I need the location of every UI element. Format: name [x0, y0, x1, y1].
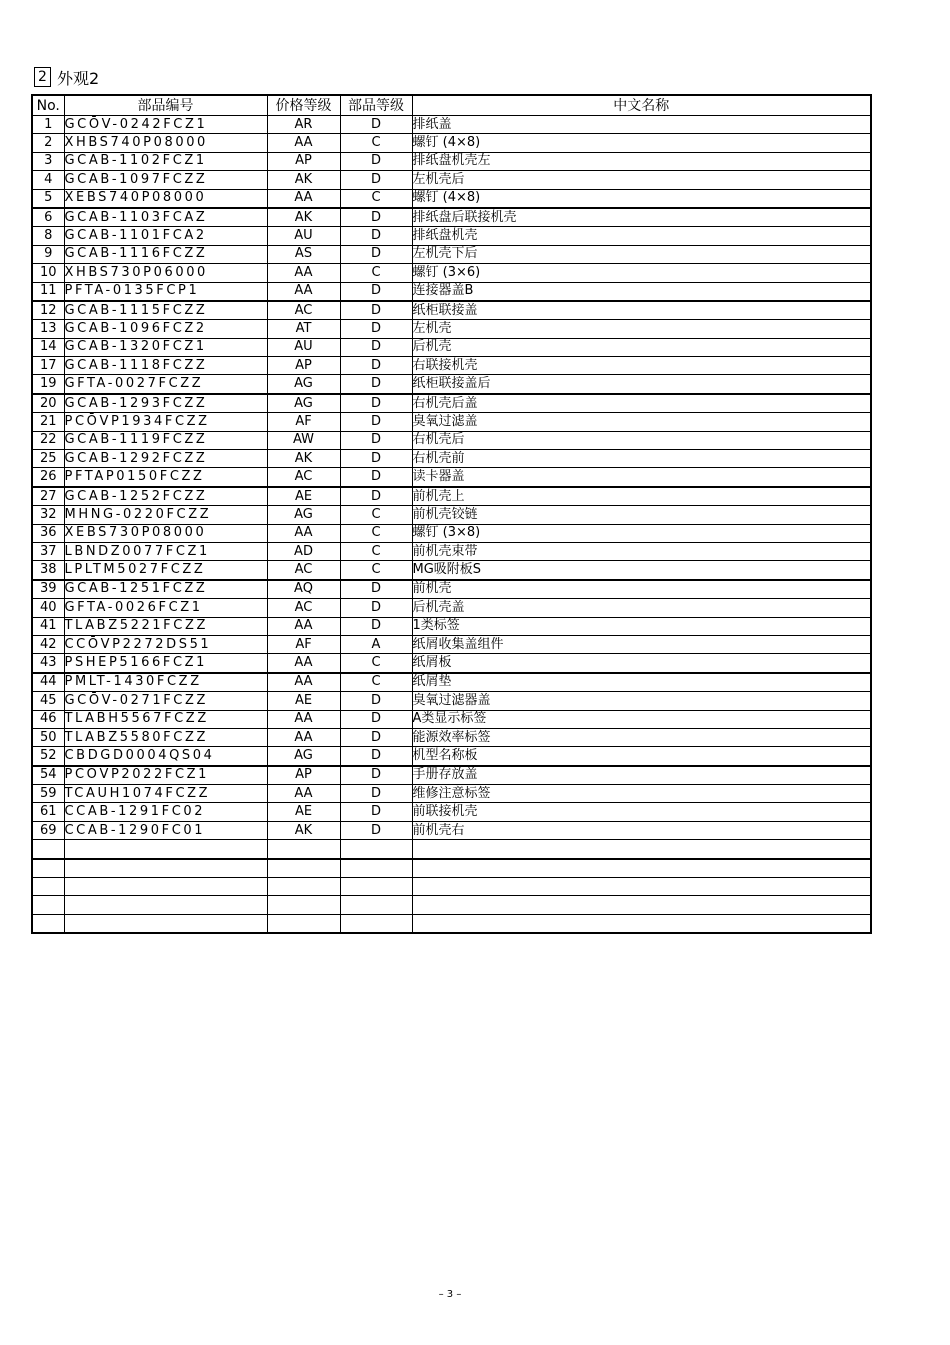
- part-grade: C: [340, 561, 412, 580]
- part-code: [64, 914, 267, 933]
- section-title-text: 外观2: [57, 68, 100, 88]
- part-no: 61: [32, 803, 64, 821]
- table-row: [32, 171, 871, 189]
- part-code: [64, 840, 267, 859]
- table-row: [32, 859, 871, 878]
- part-no: 37: [32, 542, 64, 560]
- part-grade: D: [340, 710, 412, 728]
- price-grade: AK: [267, 450, 340, 468]
- part-name: 右机壳后: [412, 431, 871, 449]
- part-no: 41: [32, 617, 64, 635]
- table-row: [32, 878, 871, 896]
- price-grade: [267, 914, 340, 933]
- table-row: [32, 914, 871, 933]
- part-name: 连接器盖B: [412, 282, 871, 301]
- table-row: [32, 821, 871, 839]
- part-name: 后机壳盖: [412, 599, 871, 617]
- part-name: 左机壳: [412, 320, 871, 338]
- part-name: 纸屑垫: [412, 673, 871, 692]
- table-header-row: [32, 95, 871, 116]
- part-code: GCAB-1116FCZZ: [64, 245, 267, 263]
- part-code: GCAB-1293FCZZ: [64, 394, 267, 413]
- part-no: 17: [32, 357, 64, 375]
- part-code: [64, 878, 267, 896]
- price-grade: AC: [267, 599, 340, 617]
- part-no: 40: [32, 599, 64, 617]
- price-grade: AP: [267, 766, 340, 785]
- table-row: [32, 282, 871, 301]
- part-grade: D: [340, 431, 412, 449]
- table-row: [32, 468, 871, 487]
- part-grade: C: [340, 673, 412, 692]
- part-code: PCŌVP2022FCZ1: [64, 766, 267, 785]
- part-name: 右机壳前: [412, 450, 871, 468]
- part-no: 36: [32, 524, 64, 542]
- part-grade: D: [340, 245, 412, 263]
- part-code: LPLTM5027FCZZ: [64, 561, 267, 580]
- part-grade: [340, 914, 412, 933]
- part-code: GCAB-1102FCZ1: [64, 152, 267, 170]
- part-no: 32: [32, 506, 64, 524]
- header-price: 价格等级: [267, 95, 340, 116]
- part-no: 1: [32, 116, 64, 134]
- part-grade: D: [340, 227, 412, 245]
- part-code: GCAB-1118FCZZ: [64, 357, 267, 375]
- part-code: CBDGD0004QS04: [64, 747, 267, 766]
- part-name: 前机壳束带: [412, 542, 871, 560]
- part-code: CCAB-1291FC02: [64, 803, 267, 821]
- table-row: [32, 450, 871, 468]
- part-no: 11: [32, 282, 64, 301]
- price-grade: [267, 878, 340, 896]
- table-row: [32, 635, 871, 653]
- part-code: PFTA-0135FCP1: [64, 282, 267, 301]
- table-row: [32, 264, 871, 282]
- part-code: PSHEP5166FCZ1: [64, 654, 267, 673]
- part-code: MHNG-0220FCZZ: [64, 506, 267, 524]
- table-row: [32, 542, 871, 560]
- parts-table-body: [32, 116, 871, 934]
- section-title: [34, 66, 99, 88]
- part-name: 前机壳右: [412, 821, 871, 839]
- part-grade: [340, 859, 412, 878]
- part-no: 4: [32, 171, 64, 189]
- part-code: GCAB-1096FCZ2: [64, 320, 267, 338]
- part-no: 38: [32, 561, 64, 580]
- table-row: [32, 320, 871, 338]
- part-no: 3: [32, 152, 64, 170]
- price-grade: AC: [267, 301, 340, 320]
- part-name: 手册存放盖: [412, 766, 871, 785]
- table-row: [32, 245, 871, 263]
- part-name: 纸屑板: [412, 654, 871, 673]
- part-name: 机型名称板: [412, 747, 871, 766]
- section-number: 2: [34, 67, 51, 87]
- price-grade: AG: [267, 506, 340, 524]
- table-row: [32, 561, 871, 580]
- part-no: 22: [32, 431, 64, 449]
- part-grade: D: [340, 301, 412, 320]
- part-no: 2: [32, 134, 64, 152]
- part-code: GCAB-1103FCAZ: [64, 208, 267, 227]
- part-grade: D: [340, 803, 412, 821]
- price-grade: AA: [267, 617, 340, 635]
- table-row: [32, 710, 871, 728]
- part-grade: D: [340, 357, 412, 375]
- price-grade: AF: [267, 635, 340, 653]
- price-grade: AW: [267, 431, 340, 449]
- part-no: 43: [32, 654, 64, 673]
- part-no: 59: [32, 785, 64, 803]
- part-no: 25: [32, 450, 64, 468]
- part-grade: D: [340, 171, 412, 189]
- price-grade: AA: [267, 189, 340, 208]
- table-row: [32, 208, 871, 227]
- part-grade: A: [340, 635, 412, 653]
- table-row: [32, 785, 871, 803]
- table-row: [32, 394, 871, 413]
- part-name: MG吸附板S: [412, 561, 871, 580]
- part-grade: [340, 896, 412, 914]
- part-grade: D: [340, 728, 412, 746]
- table-row: [32, 747, 871, 766]
- part-no: 26: [32, 468, 64, 487]
- part-grade: D: [340, 692, 412, 710]
- part-name: 排纸盖: [412, 116, 871, 134]
- part-grade: C: [340, 264, 412, 282]
- part-no: 44: [32, 673, 64, 692]
- part-grade: C: [340, 542, 412, 560]
- header-no: No.: [32, 95, 64, 116]
- part-no: 12: [32, 301, 64, 320]
- part-grade: D: [340, 487, 412, 506]
- table-row: [32, 896, 871, 914]
- price-grade: AC: [267, 468, 340, 487]
- price-grade: AA: [267, 282, 340, 301]
- price-grade: AG: [267, 394, 340, 413]
- price-grade: AK: [267, 171, 340, 189]
- page-number: – 3 –: [438, 1289, 462, 1300]
- part-grade: D: [340, 152, 412, 170]
- part-name: 排纸盘后联接机壳: [412, 208, 871, 227]
- part-name: 纸屑收集盖组件: [412, 635, 871, 653]
- price-grade: AE: [267, 487, 340, 506]
- part-name: 右机壳后盖: [412, 394, 871, 413]
- price-grade: AK: [267, 821, 340, 839]
- part-name: 读卡器盖: [412, 468, 871, 487]
- part-grade: [340, 840, 412, 859]
- price-grade: [267, 859, 340, 878]
- part-grade: C: [340, 134, 412, 152]
- header-name: 中文名称: [412, 95, 871, 116]
- part-name: [412, 859, 871, 878]
- table-row: [32, 357, 871, 375]
- table-row: [32, 673, 871, 692]
- part-name: 前机壳铰链: [412, 506, 871, 524]
- price-grade: AG: [267, 747, 340, 766]
- parts-table: [31, 94, 872, 934]
- part-grade: [340, 878, 412, 896]
- price-grade: AF: [267, 413, 340, 431]
- table-row: [32, 840, 871, 859]
- table-row: [32, 375, 871, 394]
- price-grade: AQ: [267, 580, 340, 599]
- part-code: GCAB-1101FCA2: [64, 227, 267, 245]
- price-grade: AD: [267, 542, 340, 560]
- part-name: A类显示标签: [412, 710, 871, 728]
- part-name: 右联接机壳: [412, 357, 871, 375]
- part-name: [412, 878, 871, 896]
- part-name: 左机壳下后: [412, 245, 871, 263]
- part-grade: C: [340, 654, 412, 673]
- table-row: [32, 134, 871, 152]
- part-name: 能源效率标签: [412, 728, 871, 746]
- part-name: 前联接机壳: [412, 803, 871, 821]
- part-no: 45: [32, 692, 64, 710]
- part-code: TCAUH1074FCZZ: [64, 785, 267, 803]
- part-code: LBNDZ0077FCZ1: [64, 542, 267, 560]
- part-name: 螺钉 (4×8): [412, 134, 871, 152]
- part-grade: C: [340, 506, 412, 524]
- part-no: 10: [32, 264, 64, 282]
- part-name: 臭氧过滤器盖: [412, 692, 871, 710]
- part-code: GFTA-0027FCZZ: [64, 375, 267, 394]
- price-grade: AP: [267, 357, 340, 375]
- part-code: GCAB-1320FCZ1: [64, 338, 267, 356]
- part-code: GCAB-1252FCZZ: [64, 487, 267, 506]
- price-grade: AA: [267, 673, 340, 692]
- part-no: 39: [32, 580, 64, 599]
- price-grade: AU: [267, 338, 340, 356]
- part-grade: D: [340, 375, 412, 394]
- part-code: GCŌV-0242FCZ1: [64, 116, 267, 134]
- price-grade: AP: [267, 152, 340, 170]
- part-grade: D: [340, 116, 412, 134]
- price-grade: AK: [267, 208, 340, 227]
- part-grade: C: [340, 189, 412, 208]
- part-name: 维修注意标签: [412, 785, 871, 803]
- price-grade: AG: [267, 375, 340, 394]
- part-no: 8: [32, 227, 64, 245]
- price-grade: AT: [267, 320, 340, 338]
- part-no: 21: [32, 413, 64, 431]
- price-grade: [267, 840, 340, 859]
- part-name: 前机壳: [412, 580, 871, 599]
- price-grade: AA: [267, 785, 340, 803]
- part-no: 14: [32, 338, 64, 356]
- table-row: [32, 431, 871, 449]
- table-row: [32, 617, 871, 635]
- part-no: [32, 840, 64, 859]
- part-grade: D: [340, 747, 412, 766]
- table-row: [32, 580, 871, 599]
- part-no: 5: [32, 189, 64, 208]
- price-grade: [267, 896, 340, 914]
- part-code: GFTA-0026FCZ1: [64, 599, 267, 617]
- part-name: 臭氧过滤盖: [412, 413, 871, 431]
- price-grade: AA: [267, 264, 340, 282]
- part-code: XEBS740P08000: [64, 189, 267, 208]
- part-grade: D: [340, 599, 412, 617]
- table-row: [32, 599, 871, 617]
- part-name: [412, 896, 871, 914]
- part-name: 螺钉 (3×8): [412, 524, 871, 542]
- table-row: [32, 189, 871, 208]
- part-no: 42: [32, 635, 64, 653]
- part-name: 左机壳后: [412, 171, 871, 189]
- part-code: GCAB-1119FCZZ: [64, 431, 267, 449]
- part-name: 前机壳上: [412, 487, 871, 506]
- part-code: GCŌV-0271FCZZ: [64, 692, 267, 710]
- table-row: [32, 116, 871, 134]
- part-no: 69: [32, 821, 64, 839]
- part-no: [32, 878, 64, 896]
- price-grade: AA: [267, 654, 340, 673]
- part-code: TLABH5567FCZZ: [64, 710, 267, 728]
- part-code: PCŌVP1934FCZZ: [64, 413, 267, 431]
- table-row: [32, 301, 871, 320]
- part-code: GCAB-1251FCZZ: [64, 580, 267, 599]
- part-code: XHBS740P08000: [64, 134, 267, 152]
- part-no: 52: [32, 747, 64, 766]
- part-code: TLABZ5580FCZZ: [64, 728, 267, 746]
- table-row: [32, 227, 871, 245]
- table-row: [32, 524, 871, 542]
- part-grade: D: [340, 617, 412, 635]
- part-name: 排纸盘机壳: [412, 227, 871, 245]
- part-grade: D: [340, 450, 412, 468]
- part-code: PMLT-1430FCZZ: [64, 673, 267, 692]
- part-name: 螺钉 (3×6): [412, 264, 871, 282]
- part-code: GCAB-1115FCZZ: [64, 301, 267, 320]
- table-row: [32, 413, 871, 431]
- part-code: [64, 859, 267, 878]
- part-code: XEBS730P08000: [64, 524, 267, 542]
- price-grade: AA: [267, 710, 340, 728]
- table-row: [32, 487, 871, 506]
- part-grade: D: [340, 785, 412, 803]
- price-grade: AC: [267, 561, 340, 580]
- part-no: 20: [32, 394, 64, 413]
- table-row: [32, 766, 871, 785]
- part-no: [32, 859, 64, 878]
- part-grade: D: [340, 766, 412, 785]
- price-grade: AE: [267, 692, 340, 710]
- table-row: [32, 728, 871, 746]
- part-name: 纸柜联接盖: [412, 301, 871, 320]
- part-code: TLABZ5221FCZZ: [64, 617, 267, 635]
- table-row: [32, 692, 871, 710]
- header-grade: 部品等级: [340, 95, 412, 116]
- price-grade: AA: [267, 524, 340, 542]
- part-no: 19: [32, 375, 64, 394]
- part-no: 46: [32, 710, 64, 728]
- part-name: [412, 914, 871, 933]
- part-name: 1类标签: [412, 617, 871, 635]
- part-code: PFTAP0150FCZZ: [64, 468, 267, 487]
- part-no: [32, 914, 64, 933]
- part-no: 9: [32, 245, 64, 263]
- part-grade: C: [340, 524, 412, 542]
- part-grade: D: [340, 282, 412, 301]
- price-grade: AA: [267, 134, 340, 152]
- price-grade: AA: [267, 728, 340, 746]
- price-grade: AS: [267, 245, 340, 263]
- part-name: 后机壳: [412, 338, 871, 356]
- part-no: 54: [32, 766, 64, 785]
- price-grade: AR: [267, 116, 340, 134]
- part-grade: D: [340, 320, 412, 338]
- part-grade: D: [340, 338, 412, 356]
- part-no: 6: [32, 208, 64, 227]
- part-code: GCAB-1292FCZZ: [64, 450, 267, 468]
- price-grade: AE: [267, 803, 340, 821]
- part-no: 13: [32, 320, 64, 338]
- table-row: [32, 654, 871, 673]
- part-code: [64, 896, 267, 914]
- part-name: 排纸盘机壳左: [412, 152, 871, 170]
- part-no: [32, 896, 64, 914]
- table-row: [32, 506, 871, 524]
- part-no: 50: [32, 728, 64, 746]
- part-grade: D: [340, 413, 412, 431]
- part-name: [412, 840, 871, 859]
- part-code: CCŌVP2272DS51: [64, 635, 267, 653]
- part-grade: D: [340, 394, 412, 413]
- part-name: 螺钉 (4×8): [412, 189, 871, 208]
- part-no: 27: [32, 487, 64, 506]
- table-row: [32, 803, 871, 821]
- table-row: [32, 338, 871, 356]
- part-code: GCAB-1097FCZZ: [64, 171, 267, 189]
- part-grade: D: [340, 468, 412, 487]
- part-grade: D: [340, 821, 412, 839]
- part-grade: D: [340, 208, 412, 227]
- part-code: XHBS730P06000: [64, 264, 267, 282]
- part-code: CCAB-1290FC01: [64, 821, 267, 839]
- part-grade: D: [340, 580, 412, 599]
- part-name: 纸柜联接盖后: [412, 375, 871, 394]
- header-code: 部品编号: [64, 95, 267, 116]
- table-row: [32, 152, 871, 170]
- price-grade: AU: [267, 227, 340, 245]
